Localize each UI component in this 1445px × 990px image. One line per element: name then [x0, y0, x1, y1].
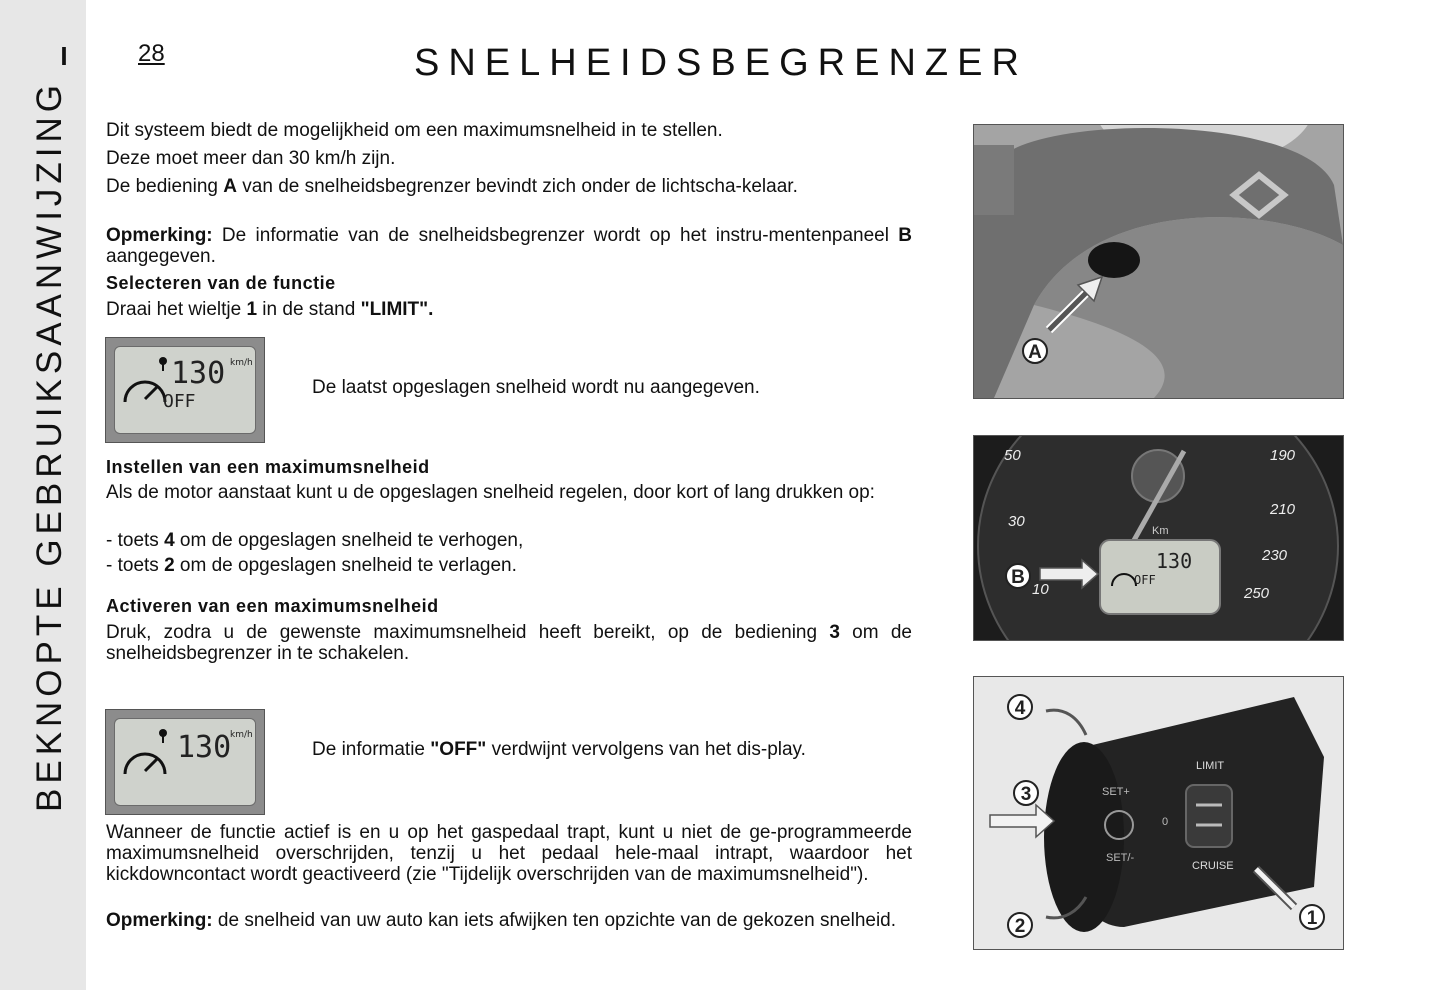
cluster-status: OFF: [1134, 573, 1156, 587]
outro-note: Opmerking: de snelheid van uw auto kan iets afwijken ten opzichte van de gekozen snelheid.: [106, 910, 897, 931]
page-title: SNELHEIDSBEGRENZER: [414, 42, 1028, 84]
intro-paragraph-2: Deze moet meer dan 30 km/h zijn.: [106, 148, 396, 169]
callout-a: A: [1028, 342, 1042, 363]
set-minus-label: SET/-: [1106, 852, 1135, 864]
limit-label: LIMIT: [1196, 760, 1225, 772]
set-item-increase: - toets 4 om de opgeslagen snelheid te verhogen,: [106, 530, 524, 551]
select-heading: Selecteren van de functie: [106, 273, 336, 293]
sidebar-title: BEKNOPTE GEBRUIKSAANWIJZING: [30, 79, 69, 812]
callout-b: B: [1011, 567, 1025, 588]
outro-paragraph: Wanneer de functie actief is en u op het gaspedaal trapt, kunt u niet de ge-programmeerde maximumsnelheid overschrijden, tenzij u het pedaal hele-maal intrapt, waardoor het kickdowncontact wordt geactiveerd (zie "Tijdelijk overschrijden van de maximumsnelheid").: [106, 822, 912, 885]
display-unit: km/h: [230, 358, 253, 368]
select-text: Draai het wieltje 1 in de stand "LIMIT".: [106, 299, 434, 320]
sidebar: [0, 0, 86, 990]
callout-4: 4: [1014, 698, 1026, 719]
intro-note: Opmerking: De informatie van de snelheidsbegrenzer wordt op het instru-mentenpaneel B aangegeven.: [106, 225, 912, 267]
cluster-speed: 130: [1156, 549, 1193, 573]
control-stalk: [1088, 242, 1140, 278]
tick-label: 190: [1270, 447, 1296, 464]
mode-wheel: [1186, 785, 1232, 847]
zero-label: 0: [1162, 816, 1169, 828]
speed-display-off: [105, 337, 265, 443]
intro-paragraph-1: Dit systeem biedt de mogelijkheid om een maximumsnelheid in te stellen.: [106, 120, 723, 141]
intro-paragraph-3: De bediening A van de snelheidsbegrenzer bevindt zich onder de lichtscha-kelaar.: [106, 176, 798, 197]
tick-label: 30: [1008, 513, 1025, 530]
tick-label: 250: [1244, 585, 1270, 602]
display2-caption: De informatie "OFF" verdwijnt vervolgens van het dis-play.: [312, 739, 806, 760]
callout-2: 2: [1014, 916, 1026, 937]
speed-display-active: [105, 709, 265, 815]
display-speed: 130: [171, 356, 226, 391]
section-mark: I: [60, 41, 68, 71]
set-text: Als de motor aanstaat kunt u de opgeslagen snelheid regelen, door kort of lang drukken op:: [106, 482, 875, 503]
display-status: OFF: [163, 391, 196, 412]
page-number: 28: [138, 40, 165, 67]
set-plus-label: SET+: [1102, 786, 1130, 798]
instrument-panel-photo: [973, 435, 1344, 641]
steering-wheel-photo: [973, 124, 1344, 399]
tick-label: 210: [1270, 501, 1296, 518]
callout-3: 3: [1020, 784, 1032, 805]
set-heading: Instellen van een maximumsnelheid: [106, 457, 430, 477]
gauge-unit: Km: [1152, 525, 1169, 537]
activate-heading: Activeren van een maximumsnelheid: [106, 596, 439, 616]
callout-1: 1: [1306, 908, 1318, 929]
set-item-decrease: - toets 2 om de opgeslagen snelheid te verlagen.: [106, 555, 517, 576]
display-speed: 130: [177, 730, 232, 765]
display1-caption: De laatst opgeslagen snelheid wordt nu aangegeven.: [312, 377, 760, 398]
tick-label: 50: [1004, 447, 1021, 464]
display-unit: km/h: [230, 730, 253, 740]
activate-text: Druk, zodra u de gewenste maximumsnelheid heeft bereikt, op de bediening 3 om de snelheidsbegrenzer in te schakelen.: [106, 622, 912, 664]
cruise-label: CRUISE: [1192, 860, 1234, 872]
control-stalk-photo: [973, 676, 1344, 950]
tick-label: 230: [1262, 547, 1288, 564]
tick-label: 10: [1032, 581, 1049, 598]
